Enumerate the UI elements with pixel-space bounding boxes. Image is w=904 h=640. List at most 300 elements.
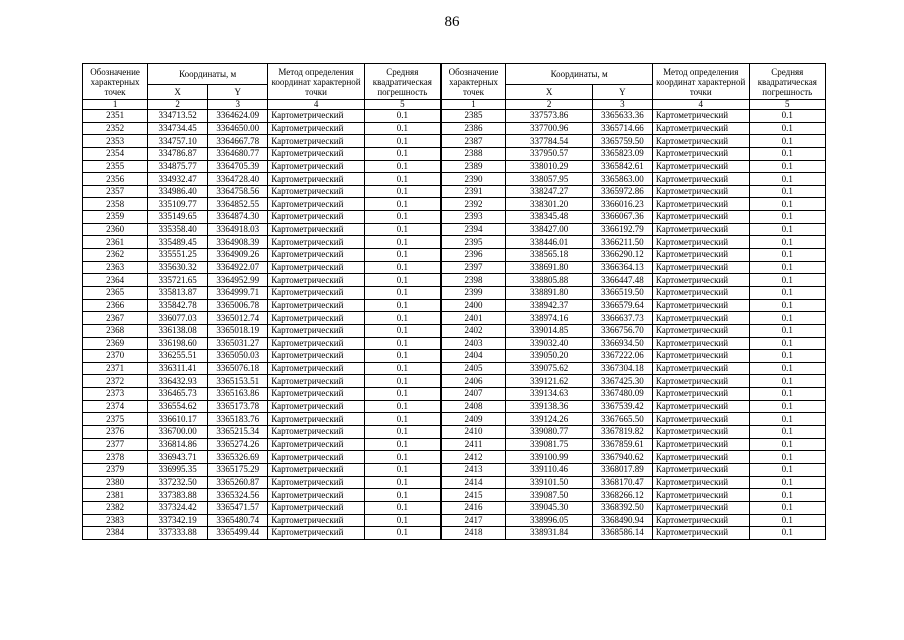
header-coords-left: Координаты, м xyxy=(148,64,268,85)
x-coordinate-cell: 339121.62 xyxy=(506,375,593,388)
x-coordinate-cell: 339100.99 xyxy=(506,451,593,464)
table-row xyxy=(83,350,826,363)
column-number: 2 xyxy=(148,100,208,110)
table-row xyxy=(83,198,826,211)
x-coordinate-cell: 339124.26 xyxy=(506,413,593,426)
error-cell: 0.1 xyxy=(364,413,440,426)
column-number: 4 xyxy=(652,100,749,110)
error-cell: 0.1 xyxy=(749,160,825,173)
table-row xyxy=(83,426,826,439)
point-id-cell: 2359 xyxy=(83,211,148,224)
point-id-cell: 2418 xyxy=(441,527,506,540)
y-coordinate-cell: 3364650.00 xyxy=(208,122,268,135)
y-coordinate-cell: 3367940.62 xyxy=(592,451,652,464)
method-cell: Картометрический xyxy=(268,223,365,236)
point-id-cell: 2353 xyxy=(83,135,148,148)
x-coordinate-cell: 336255.51 xyxy=(148,350,208,363)
error-cell: 0.1 xyxy=(749,135,825,148)
table-row xyxy=(83,286,826,299)
y-coordinate-cell: 3367425.30 xyxy=(592,375,652,388)
method-cell: Картометрический xyxy=(268,501,365,514)
x-coordinate-cell: 336943.71 xyxy=(148,451,208,464)
point-id-cell: 2367 xyxy=(83,312,148,325)
table-row xyxy=(83,236,826,249)
y-coordinate-cell: 3365274.26 xyxy=(208,438,268,451)
table-body xyxy=(83,110,826,540)
table-row xyxy=(83,388,826,401)
coordinates-table xyxy=(82,63,826,540)
error-cell: 0.1 xyxy=(364,514,440,527)
method-cell: Картометрический xyxy=(268,463,365,476)
table-row xyxy=(83,527,826,540)
method-cell: Картометрический xyxy=(268,324,365,337)
point-id-cell: 2397 xyxy=(441,261,506,274)
x-coordinate-cell: 337700.96 xyxy=(506,122,593,135)
point-id-cell: 2361 xyxy=(83,236,148,249)
header-point-left: Обозначение характерных точек xyxy=(83,64,148,100)
y-coordinate-cell: 3366579.64 xyxy=(592,299,652,312)
x-coordinate-cell: 335813.87 xyxy=(148,286,208,299)
point-id-cell: 2403 xyxy=(441,337,506,350)
x-coordinate-cell: 334713.52 xyxy=(148,110,208,123)
y-coordinate-cell: 3367222.06 xyxy=(592,350,652,363)
method-cell: Картометрический xyxy=(652,236,749,249)
method-cell: Картометрический xyxy=(268,160,365,173)
method-cell: Картометрический xyxy=(652,274,749,287)
x-coordinate-cell: 338805.88 xyxy=(506,274,593,287)
point-id-cell: 2384 xyxy=(83,527,148,540)
y-coordinate-cell: 3365324.56 xyxy=(208,489,268,502)
method-cell: Картометрический xyxy=(268,110,365,123)
method-cell: Картометрический xyxy=(268,261,365,274)
method-cell: Картометрический xyxy=(268,489,365,502)
point-id-cell: 2373 xyxy=(83,388,148,401)
header-method-right: Метод определения координат характерной точки xyxy=(652,64,749,100)
point-id-cell: 2405 xyxy=(441,362,506,375)
table-row xyxy=(83,274,826,287)
method-cell: Картометрический xyxy=(652,463,749,476)
point-id-cell: 2416 xyxy=(441,501,506,514)
error-cell: 0.1 xyxy=(364,426,440,439)
header-error-right: Средняя квадратическая погрешность xyxy=(749,64,825,100)
y-coordinate-cell: 3364680.77 xyxy=(208,147,268,160)
method-cell: Картометрический xyxy=(652,160,749,173)
error-cell: 0.1 xyxy=(364,160,440,173)
point-id-cell: 2413 xyxy=(441,463,506,476)
table-row xyxy=(83,261,826,274)
x-coordinate-cell: 337950.57 xyxy=(506,147,593,160)
table-row xyxy=(83,463,826,476)
point-id-cell: 2412 xyxy=(441,451,506,464)
error-cell: 0.1 xyxy=(749,375,825,388)
y-coordinate-cell: 3367539.42 xyxy=(592,400,652,413)
y-coordinate-cell: 3365326.69 xyxy=(208,451,268,464)
x-coordinate-cell: 336432.93 xyxy=(148,375,208,388)
point-id-cell: 2368 xyxy=(83,324,148,337)
error-cell: 0.1 xyxy=(749,110,825,123)
y-coordinate-cell: 3368266.12 xyxy=(592,489,652,502)
y-coordinate-cell: 3367304.18 xyxy=(592,362,652,375)
y-coordinate-cell: 3365153.51 xyxy=(208,375,268,388)
point-id-cell: 2404 xyxy=(441,350,506,363)
point-id-cell: 2358 xyxy=(83,198,148,211)
method-cell: Картометрический xyxy=(268,211,365,224)
error-cell: 0.1 xyxy=(749,185,825,198)
error-cell: 0.1 xyxy=(364,110,440,123)
column-number-row xyxy=(83,100,826,110)
method-cell: Картометрический xyxy=(652,211,749,224)
x-coordinate-cell: 336311.41 xyxy=(148,362,208,375)
table-row xyxy=(83,211,826,224)
y-coordinate-cell: 3364728.40 xyxy=(208,173,268,186)
y-coordinate-cell: 3366067.36 xyxy=(592,211,652,224)
error-cell: 0.1 xyxy=(364,527,440,540)
method-cell: Картометрический xyxy=(268,286,365,299)
x-coordinate-cell: 336814.86 xyxy=(148,438,208,451)
point-id-cell: 2409 xyxy=(441,413,506,426)
column-number: 4 xyxy=(268,100,365,110)
x-coordinate-cell: 334932.47 xyxy=(148,173,208,186)
y-coordinate-cell: 3365163.86 xyxy=(208,388,268,401)
method-cell: Картометрический xyxy=(652,527,749,540)
y-coordinate-cell: 3368586.14 xyxy=(592,527,652,540)
error-cell: 0.1 xyxy=(749,211,825,224)
method-cell: Картометрический xyxy=(268,426,365,439)
error-cell: 0.1 xyxy=(364,337,440,350)
method-cell: Картометрический xyxy=(268,413,365,426)
table-row xyxy=(83,438,826,451)
x-coordinate-cell: 339138.36 xyxy=(506,400,593,413)
table-row xyxy=(83,400,826,413)
table-row xyxy=(83,362,826,375)
method-cell: Картометрический xyxy=(268,236,365,249)
point-id-cell: 2391 xyxy=(441,185,506,198)
point-id-cell: 2365 xyxy=(83,286,148,299)
error-cell: 0.1 xyxy=(364,122,440,135)
y-coordinate-cell: 3366934.50 xyxy=(592,337,652,350)
error-cell: 0.1 xyxy=(749,274,825,287)
y-coordinate-cell: 3365018.19 xyxy=(208,324,268,337)
table-row xyxy=(83,135,826,148)
error-cell: 0.1 xyxy=(749,173,825,186)
point-id-cell: 2394 xyxy=(441,223,506,236)
point-id-cell: 2415 xyxy=(441,489,506,502)
page-number: 86 xyxy=(444,14,460,30)
error-cell: 0.1 xyxy=(364,489,440,502)
x-coordinate-cell: 339050.20 xyxy=(506,350,593,363)
y-coordinate-cell: 3365823.09 xyxy=(592,147,652,160)
y-coordinate-cell: 3366519.50 xyxy=(592,286,652,299)
x-coordinate-cell: 339045.30 xyxy=(506,501,593,514)
error-cell: 0.1 xyxy=(749,312,825,325)
point-id-cell: 2411 xyxy=(441,438,506,451)
error-cell: 0.1 xyxy=(749,451,825,464)
column-number: 3 xyxy=(208,100,268,110)
error-cell: 0.1 xyxy=(364,236,440,249)
header-error-left: Средняя квадратическая погрешность xyxy=(364,64,440,100)
error-cell: 0.1 xyxy=(364,274,440,287)
point-id-cell: 2356 xyxy=(83,173,148,186)
x-coordinate-cell: 335109.77 xyxy=(148,198,208,211)
error-cell: 0.1 xyxy=(364,286,440,299)
x-coordinate-cell: 336554.62 xyxy=(148,400,208,413)
x-coordinate-cell: 334734.45 xyxy=(148,122,208,135)
y-coordinate-cell: 3364852.55 xyxy=(208,198,268,211)
y-coordinate-cell: 3367665.50 xyxy=(592,413,652,426)
point-id-cell: 2387 xyxy=(441,135,506,148)
header-y-right: Y xyxy=(592,85,652,100)
error-cell: 0.1 xyxy=(749,261,825,274)
error-cell: 0.1 xyxy=(749,223,825,236)
x-coordinate-cell: 338345.48 xyxy=(506,211,593,224)
x-coordinate-cell: 338974.16 xyxy=(506,312,593,325)
point-id-cell: 2400 xyxy=(441,299,506,312)
point-id-cell: 2371 xyxy=(83,362,148,375)
x-coordinate-cell: 339101.50 xyxy=(506,476,593,489)
method-cell: Картометрический xyxy=(268,274,365,287)
x-coordinate-cell: 338010.29 xyxy=(506,160,593,173)
point-id-cell: 2377 xyxy=(83,438,148,451)
error-cell: 0.1 xyxy=(749,514,825,527)
y-coordinate-cell: 3364999.71 xyxy=(208,286,268,299)
point-id-cell: 2379 xyxy=(83,463,148,476)
point-id-cell: 2369 xyxy=(83,337,148,350)
error-cell: 0.1 xyxy=(364,223,440,236)
y-coordinate-cell: 3368017.89 xyxy=(592,463,652,476)
y-coordinate-cell: 3365863.00 xyxy=(592,173,652,186)
error-cell: 0.1 xyxy=(364,211,440,224)
table-row xyxy=(83,324,826,337)
x-coordinate-cell: 338427.00 xyxy=(506,223,593,236)
x-coordinate-cell: 337333.88 xyxy=(148,527,208,540)
column-number: 1 xyxy=(83,100,148,110)
method-cell: Картометрический xyxy=(652,173,749,186)
point-id-cell: 2406 xyxy=(441,375,506,388)
method-cell: Картометрический xyxy=(652,147,749,160)
error-cell: 0.1 xyxy=(749,527,825,540)
table-row xyxy=(83,185,826,198)
point-id-cell: 2396 xyxy=(441,249,506,262)
error-cell: 0.1 xyxy=(364,135,440,148)
table-row xyxy=(83,249,826,262)
error-cell: 0.1 xyxy=(749,426,825,439)
table-row xyxy=(83,147,826,160)
x-coordinate-cell: 338931.84 xyxy=(506,527,593,540)
point-id-cell: 2414 xyxy=(441,476,506,489)
x-coordinate-cell: 339081.75 xyxy=(506,438,593,451)
x-coordinate-cell: 335551.25 xyxy=(148,249,208,262)
method-cell: Картометрический xyxy=(268,350,365,363)
y-coordinate-cell: 3365050.03 xyxy=(208,350,268,363)
error-cell: 0.1 xyxy=(364,198,440,211)
x-coordinate-cell: 337324.42 xyxy=(148,501,208,514)
error-cell: 0.1 xyxy=(364,324,440,337)
method-cell: Картометрический xyxy=(268,388,365,401)
x-coordinate-cell: 336198.60 xyxy=(148,337,208,350)
method-cell: Картометрический xyxy=(268,198,365,211)
error-cell: 0.1 xyxy=(364,400,440,413)
method-cell: Картометрический xyxy=(652,400,749,413)
error-cell: 0.1 xyxy=(364,249,440,262)
error-cell: 0.1 xyxy=(364,388,440,401)
point-id-cell: 2372 xyxy=(83,375,148,388)
table-row xyxy=(83,451,826,464)
method-cell: Картометрический xyxy=(652,110,749,123)
point-id-cell: 2381 xyxy=(83,489,148,502)
header-coords-right: Координаты, м xyxy=(506,64,653,85)
method-cell: Картометрический xyxy=(268,400,365,413)
table-row xyxy=(83,501,826,514)
y-coordinate-cell: 3365175.29 xyxy=(208,463,268,476)
point-id-cell: 2354 xyxy=(83,147,148,160)
error-cell: 0.1 xyxy=(749,400,825,413)
method-cell: Картометрический xyxy=(652,135,749,148)
x-coordinate-cell: 337573.86 xyxy=(506,110,593,123)
x-coordinate-cell: 335721.65 xyxy=(148,274,208,287)
x-coordinate-cell: 339110.46 xyxy=(506,463,593,476)
method-cell: Картометрический xyxy=(652,438,749,451)
method-cell: Картометрический xyxy=(652,476,749,489)
x-coordinate-cell: 337383.88 xyxy=(148,489,208,502)
method-cell: Картометрический xyxy=(652,426,749,439)
y-coordinate-cell: 3367859.61 xyxy=(592,438,652,451)
error-cell: 0.1 xyxy=(749,147,825,160)
method-cell: Картометрический xyxy=(268,451,365,464)
error-cell: 0.1 xyxy=(364,438,440,451)
y-coordinate-cell: 3368392.50 xyxy=(592,501,652,514)
point-id-cell: 2374 xyxy=(83,400,148,413)
y-coordinate-cell: 3365031.27 xyxy=(208,337,268,350)
method-cell: Картометрический xyxy=(652,261,749,274)
method-cell: Картометрический xyxy=(652,312,749,325)
y-coordinate-cell: 3364667.78 xyxy=(208,135,268,148)
error-cell: 0.1 xyxy=(749,198,825,211)
x-coordinate-cell: 338247.27 xyxy=(506,185,593,198)
y-coordinate-cell: 3365759.50 xyxy=(592,135,652,148)
table-row xyxy=(83,122,826,135)
table-row xyxy=(83,413,826,426)
x-coordinate-cell: 336077.03 xyxy=(148,312,208,325)
point-id-cell: 2375 xyxy=(83,413,148,426)
point-id-cell: 2390 xyxy=(441,173,506,186)
x-coordinate-cell: 337784.54 xyxy=(506,135,593,148)
y-coordinate-cell: 3367819.82 xyxy=(592,426,652,439)
point-id-cell: 2360 xyxy=(83,223,148,236)
method-cell: Картометрический xyxy=(652,337,749,350)
error-cell: 0.1 xyxy=(364,362,440,375)
method-cell: Картометрический xyxy=(268,312,365,325)
x-coordinate-cell: 336995.35 xyxy=(148,463,208,476)
method-cell: Картометрический xyxy=(652,451,749,464)
point-id-cell: 2362 xyxy=(83,249,148,262)
x-coordinate-cell: 335842.78 xyxy=(148,299,208,312)
error-cell: 0.1 xyxy=(749,249,825,262)
method-cell: Картометрический xyxy=(268,135,365,148)
error-cell: 0.1 xyxy=(749,388,825,401)
point-id-cell: 2364 xyxy=(83,274,148,287)
error-cell: 0.1 xyxy=(749,324,825,337)
y-coordinate-cell: 3366290.12 xyxy=(592,249,652,262)
x-coordinate-cell: 338996.05 xyxy=(506,514,593,527)
header-y-left: Y xyxy=(208,85,268,100)
point-id-cell: 2363 xyxy=(83,261,148,274)
method-cell: Картометрический xyxy=(652,299,749,312)
y-coordinate-cell: 3365714.66 xyxy=(592,122,652,135)
point-id-cell: 2401 xyxy=(441,312,506,325)
point-id-cell: 2408 xyxy=(441,400,506,413)
y-coordinate-cell: 3365215.34 xyxy=(208,426,268,439)
method-cell: Картометрический xyxy=(652,362,749,375)
y-coordinate-cell: 3365183.76 xyxy=(208,413,268,426)
method-cell: Картометрический xyxy=(652,249,749,262)
x-coordinate-cell: 336610.17 xyxy=(148,413,208,426)
method-cell: Картометрический xyxy=(268,438,365,451)
x-coordinate-cell: 338446.01 xyxy=(506,236,593,249)
x-coordinate-cell: 334786.87 xyxy=(148,147,208,160)
table-row xyxy=(83,223,826,236)
method-cell: Картометрический xyxy=(652,489,749,502)
x-coordinate-cell: 338301.20 xyxy=(506,198,593,211)
error-cell: 0.1 xyxy=(364,476,440,489)
x-coordinate-cell: 334757.10 xyxy=(148,135,208,148)
x-coordinate-cell: 335149.65 xyxy=(148,211,208,224)
table-row xyxy=(83,299,826,312)
point-id-cell: 2380 xyxy=(83,476,148,489)
point-id-cell: 2395 xyxy=(441,236,506,249)
error-cell: 0.1 xyxy=(364,299,440,312)
x-coordinate-cell: 334875.77 xyxy=(148,160,208,173)
error-cell: 0.1 xyxy=(364,350,440,363)
point-id-cell: 2383 xyxy=(83,514,148,527)
x-coordinate-cell: 338891.80 xyxy=(506,286,593,299)
point-id-cell: 2352 xyxy=(83,122,148,135)
method-cell: Картометрический xyxy=(268,514,365,527)
table-row xyxy=(83,160,826,173)
table-row xyxy=(83,337,826,350)
point-id-cell: 2392 xyxy=(441,198,506,211)
error-cell: 0.1 xyxy=(749,286,825,299)
y-coordinate-cell: 3364922.07 xyxy=(208,261,268,274)
table-row xyxy=(83,173,826,186)
error-cell: 0.1 xyxy=(749,501,825,514)
y-coordinate-cell: 3368490.94 xyxy=(592,514,652,527)
y-coordinate-cell: 3365633.36 xyxy=(592,110,652,123)
x-coordinate-cell: 336465.73 xyxy=(148,388,208,401)
table-row xyxy=(83,375,826,388)
point-id-cell: 2386 xyxy=(441,122,506,135)
error-cell: 0.1 xyxy=(364,185,440,198)
y-coordinate-cell: 3364909.26 xyxy=(208,249,268,262)
y-coordinate-cell: 3365471.57 xyxy=(208,501,268,514)
method-cell: Картометрический xyxy=(652,388,749,401)
x-coordinate-cell: 339080.77 xyxy=(506,426,593,439)
header-point-right: Обозначение характерных точек xyxy=(441,64,506,100)
error-cell: 0.1 xyxy=(749,236,825,249)
point-id-cell: 2355 xyxy=(83,160,148,173)
method-cell: Картометрический xyxy=(652,501,749,514)
point-id-cell: 2417 xyxy=(441,514,506,527)
method-cell: Картометрический xyxy=(268,299,365,312)
y-coordinate-cell: 3366447.48 xyxy=(592,274,652,287)
point-id-cell: 2388 xyxy=(441,147,506,160)
method-cell: Картометрический xyxy=(268,362,365,375)
x-coordinate-cell: 336138.08 xyxy=(148,324,208,337)
y-coordinate-cell: 3365012.74 xyxy=(208,312,268,325)
method-cell: Картометрический xyxy=(268,375,365,388)
x-coordinate-cell: 338691.80 xyxy=(506,261,593,274)
x-coordinate-cell: 339134.63 xyxy=(506,388,593,401)
y-coordinate-cell: 3364705.39 xyxy=(208,160,268,173)
